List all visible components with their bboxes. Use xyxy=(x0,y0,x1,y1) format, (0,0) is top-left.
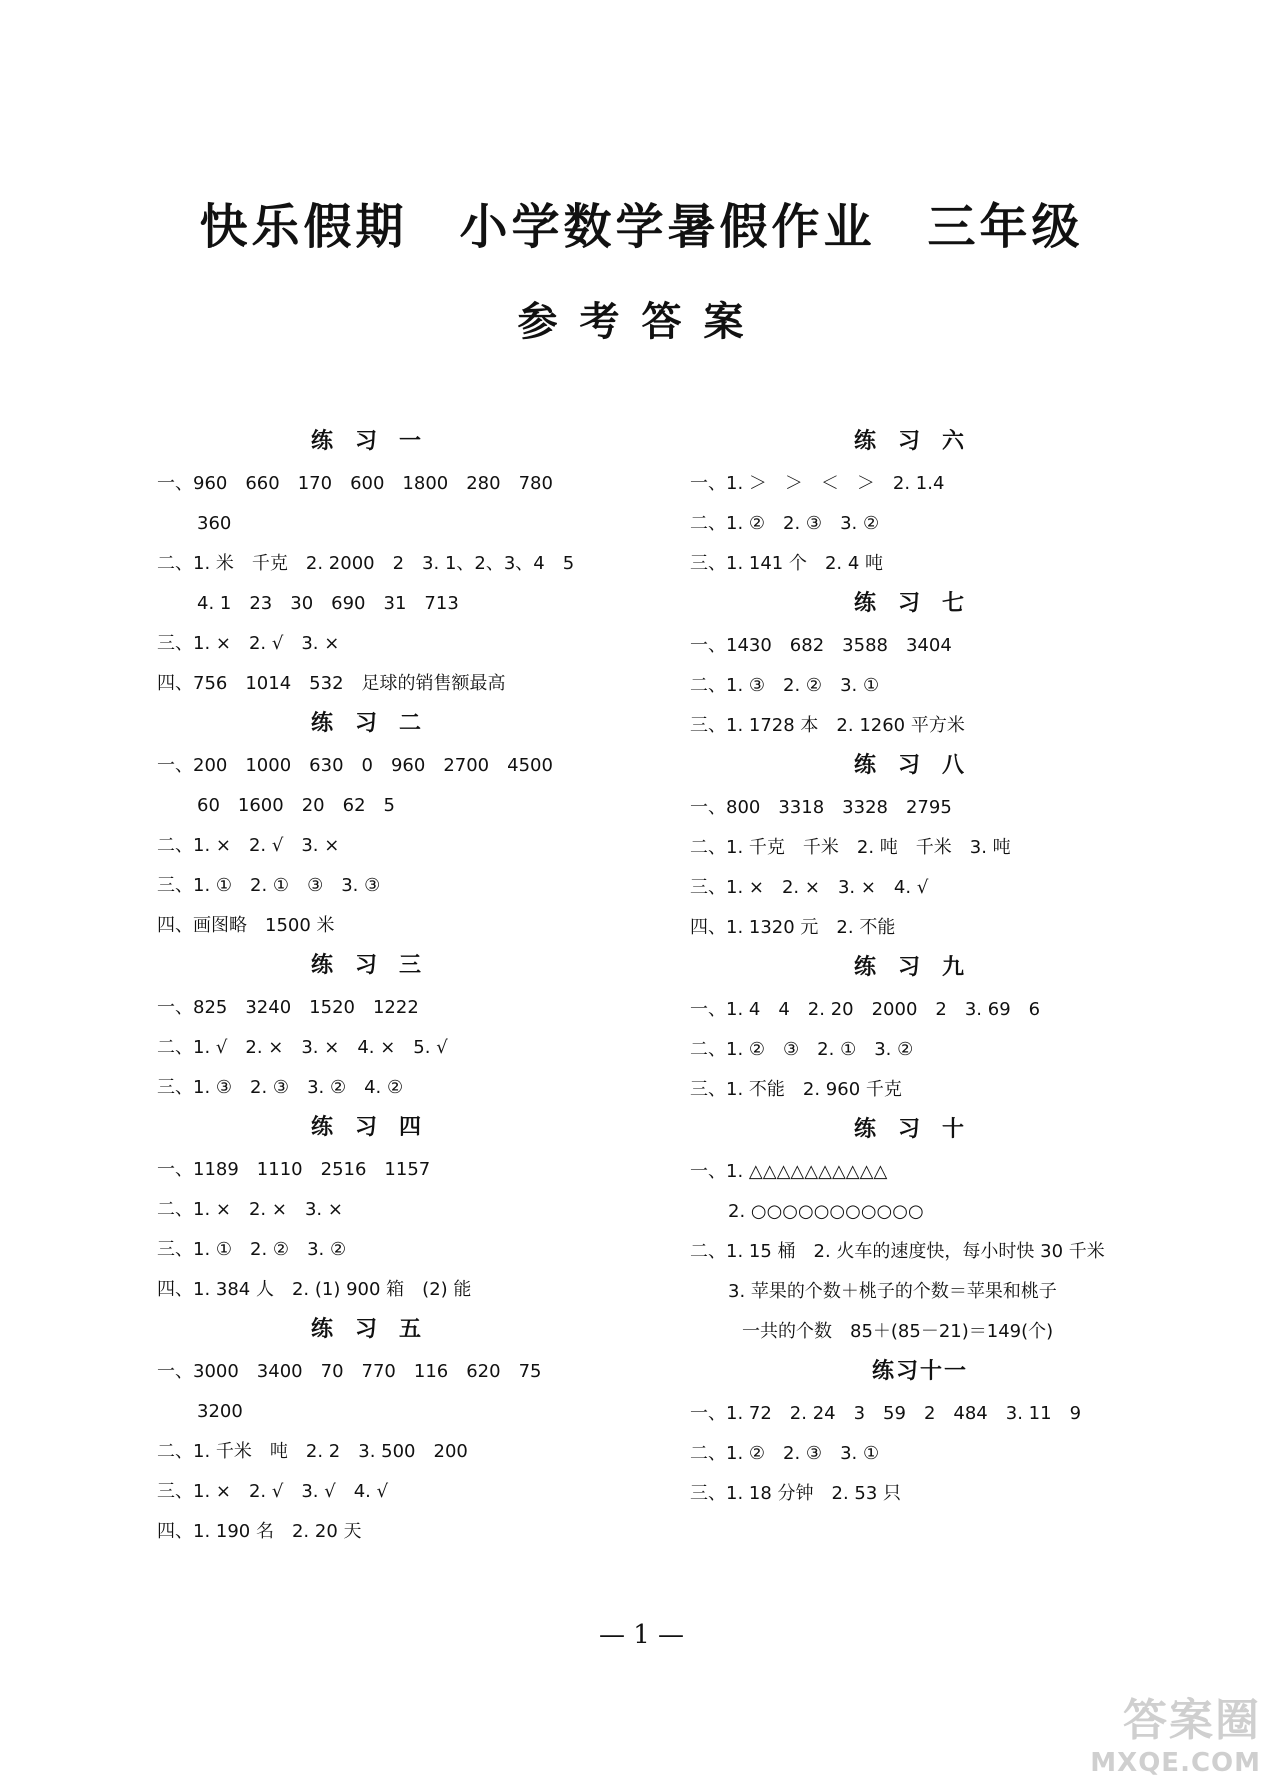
answer-line: 一共的个数 85＋(85－21)＝149(个) xyxy=(742,1321,1054,1342)
section-title: 练习八 xyxy=(853,753,986,778)
section-title: 练习十一 xyxy=(871,1359,968,1384)
answer-line: 二、1. 15 桶 2. 火车的速度快，每小时快 30 千米 xyxy=(690,1241,1105,1262)
watermark-logo xyxy=(1090,1684,1261,1778)
right-column xyxy=(690,422,1150,1514)
answer-line: 二、1. × 2. × 3. × xyxy=(157,1199,343,1220)
answer-line: 三、1. 1728 本 2. 1260 平方米 xyxy=(690,715,965,736)
answer-line: 二、1. ② 2. ③ 3. ① xyxy=(690,1443,880,1464)
answer-line: 二、1. 千克 千米 2. 吨 千米 3. 吨 xyxy=(690,837,1011,858)
answer-line: 二、1. 千米 吨 2. 2 3. 500 200 xyxy=(157,1441,468,1462)
answer-line: 三、1. 141 个 2. 4 吨 xyxy=(690,553,884,574)
answer-line: 一、1430 682 3588 3404 xyxy=(690,635,952,656)
answer-line: 一、1. △△△△△△△△△△ xyxy=(690,1161,888,1182)
section-title: 练习二 xyxy=(310,711,443,736)
page-subtitle: 参考答案 xyxy=(517,298,766,345)
answer-line: 3200 xyxy=(197,1401,243,1422)
page-title: 快乐假期 小学数学暑假作业 三年级 xyxy=(199,199,1084,255)
answer-line: 一、960 660 170 600 1800 280 780 xyxy=(157,473,553,494)
answer-line: 3. 苹果的个数＋桃子的个数＝苹果和桃子 xyxy=(728,1281,1057,1302)
section-title: 练习四 xyxy=(310,1115,443,1140)
answer-line: 三、1. × 2. √ 3. × xyxy=(157,633,340,654)
answer-line: 二、1. ③ 2. ② 3. ① xyxy=(690,675,880,696)
answer-line: 三、1. ① 2. ② 3. ② xyxy=(157,1239,347,1260)
answer-line: 三、1. ③ 2. ③ 3. ② 4. ② xyxy=(157,1077,404,1098)
section-title: 练习十 xyxy=(853,1117,986,1142)
answer-line: 一、1. ＞ ＞ ＜ ＞ 2. 1.4 xyxy=(690,473,945,494)
answer-line: 一、200 1000 630 0 960 2700 4500 xyxy=(157,755,553,776)
section-title: 练习一 xyxy=(310,429,443,454)
section-title: 练习六 xyxy=(853,429,986,454)
answer-line: 4. 1 23 30 690 31 713 xyxy=(197,593,459,614)
answer-line: 一、1. 72 2. 24 3 59 2 484 3. 11 9 xyxy=(690,1403,1082,1424)
answer-line: 三、1. × 2. × 3. × 4. √ xyxy=(690,877,929,898)
answer-line: 60 1600 20 62 5 xyxy=(197,795,395,816)
answer-line: 一、825 3240 1520 1222 xyxy=(157,997,419,1018)
answer-line: 四、1. 384 人 2. (1) 900 箱 (2) 能 xyxy=(157,1279,472,1300)
answer-line: 二、1. ② 2. ③ 3. ② xyxy=(690,513,880,534)
section-title: 练习七 xyxy=(853,591,986,616)
answer-line: 四、1. 190 名 2. 20 天 xyxy=(157,1521,362,1542)
answer-line: 三、1. 18 分钟 2. 53 只 xyxy=(690,1483,902,1504)
left-column xyxy=(157,422,597,1552)
section-title: 练习九 xyxy=(853,955,986,980)
answer-line: 二、1. × 2. √ 3. × xyxy=(157,835,340,856)
watermark-bottom: MXQE.COM xyxy=(1090,1748,1261,1778)
answer-line: 二、1. ② ③ 2. ① 3. ② xyxy=(690,1039,914,1060)
page-number: — 1 — xyxy=(598,1620,685,1650)
watermark-top: 答案圈 xyxy=(1123,1695,1261,1746)
answer-line: 一、3000 3400 70 770 116 620 75 xyxy=(157,1361,542,1382)
answer-line: 360 xyxy=(197,513,232,534)
answer-line: 一、1189 1110 2516 1157 xyxy=(157,1159,431,1180)
answer-line: 三、1. × 2. √ 3. √ 4. √ xyxy=(157,1481,389,1502)
answer-line: 三、1. ① 2. ① ③ 3. ③ xyxy=(157,875,381,896)
answer-line: 一、800 3318 3328 2795 xyxy=(690,797,952,818)
answer-line: 二、1. 米 千克 2. 2000 2 3. 1、2、3、4 5 xyxy=(157,553,575,574)
answer-line: 四、756 1014 532 足球的销售额最高 xyxy=(157,673,506,694)
answer-line: 二、1. √ 2. × 3. × 4. × 5. √ xyxy=(157,1037,448,1058)
section-title: 练习五 xyxy=(310,1317,443,1342)
section-title: 练习三 xyxy=(310,953,443,978)
answer-line: 一、1. 4 4 2. 20 2000 2 3. 69 6 xyxy=(690,999,1041,1020)
answer-line: 四、画图略 1500 米 xyxy=(157,915,335,936)
answer-line: 四、1. 1320 元 2. 不能 xyxy=(690,917,896,938)
answer-line: 三、1. 不能 2. 960 千克 xyxy=(690,1079,902,1100)
answer-line: 2. ○○○○○○○○○○○ xyxy=(728,1201,924,1222)
